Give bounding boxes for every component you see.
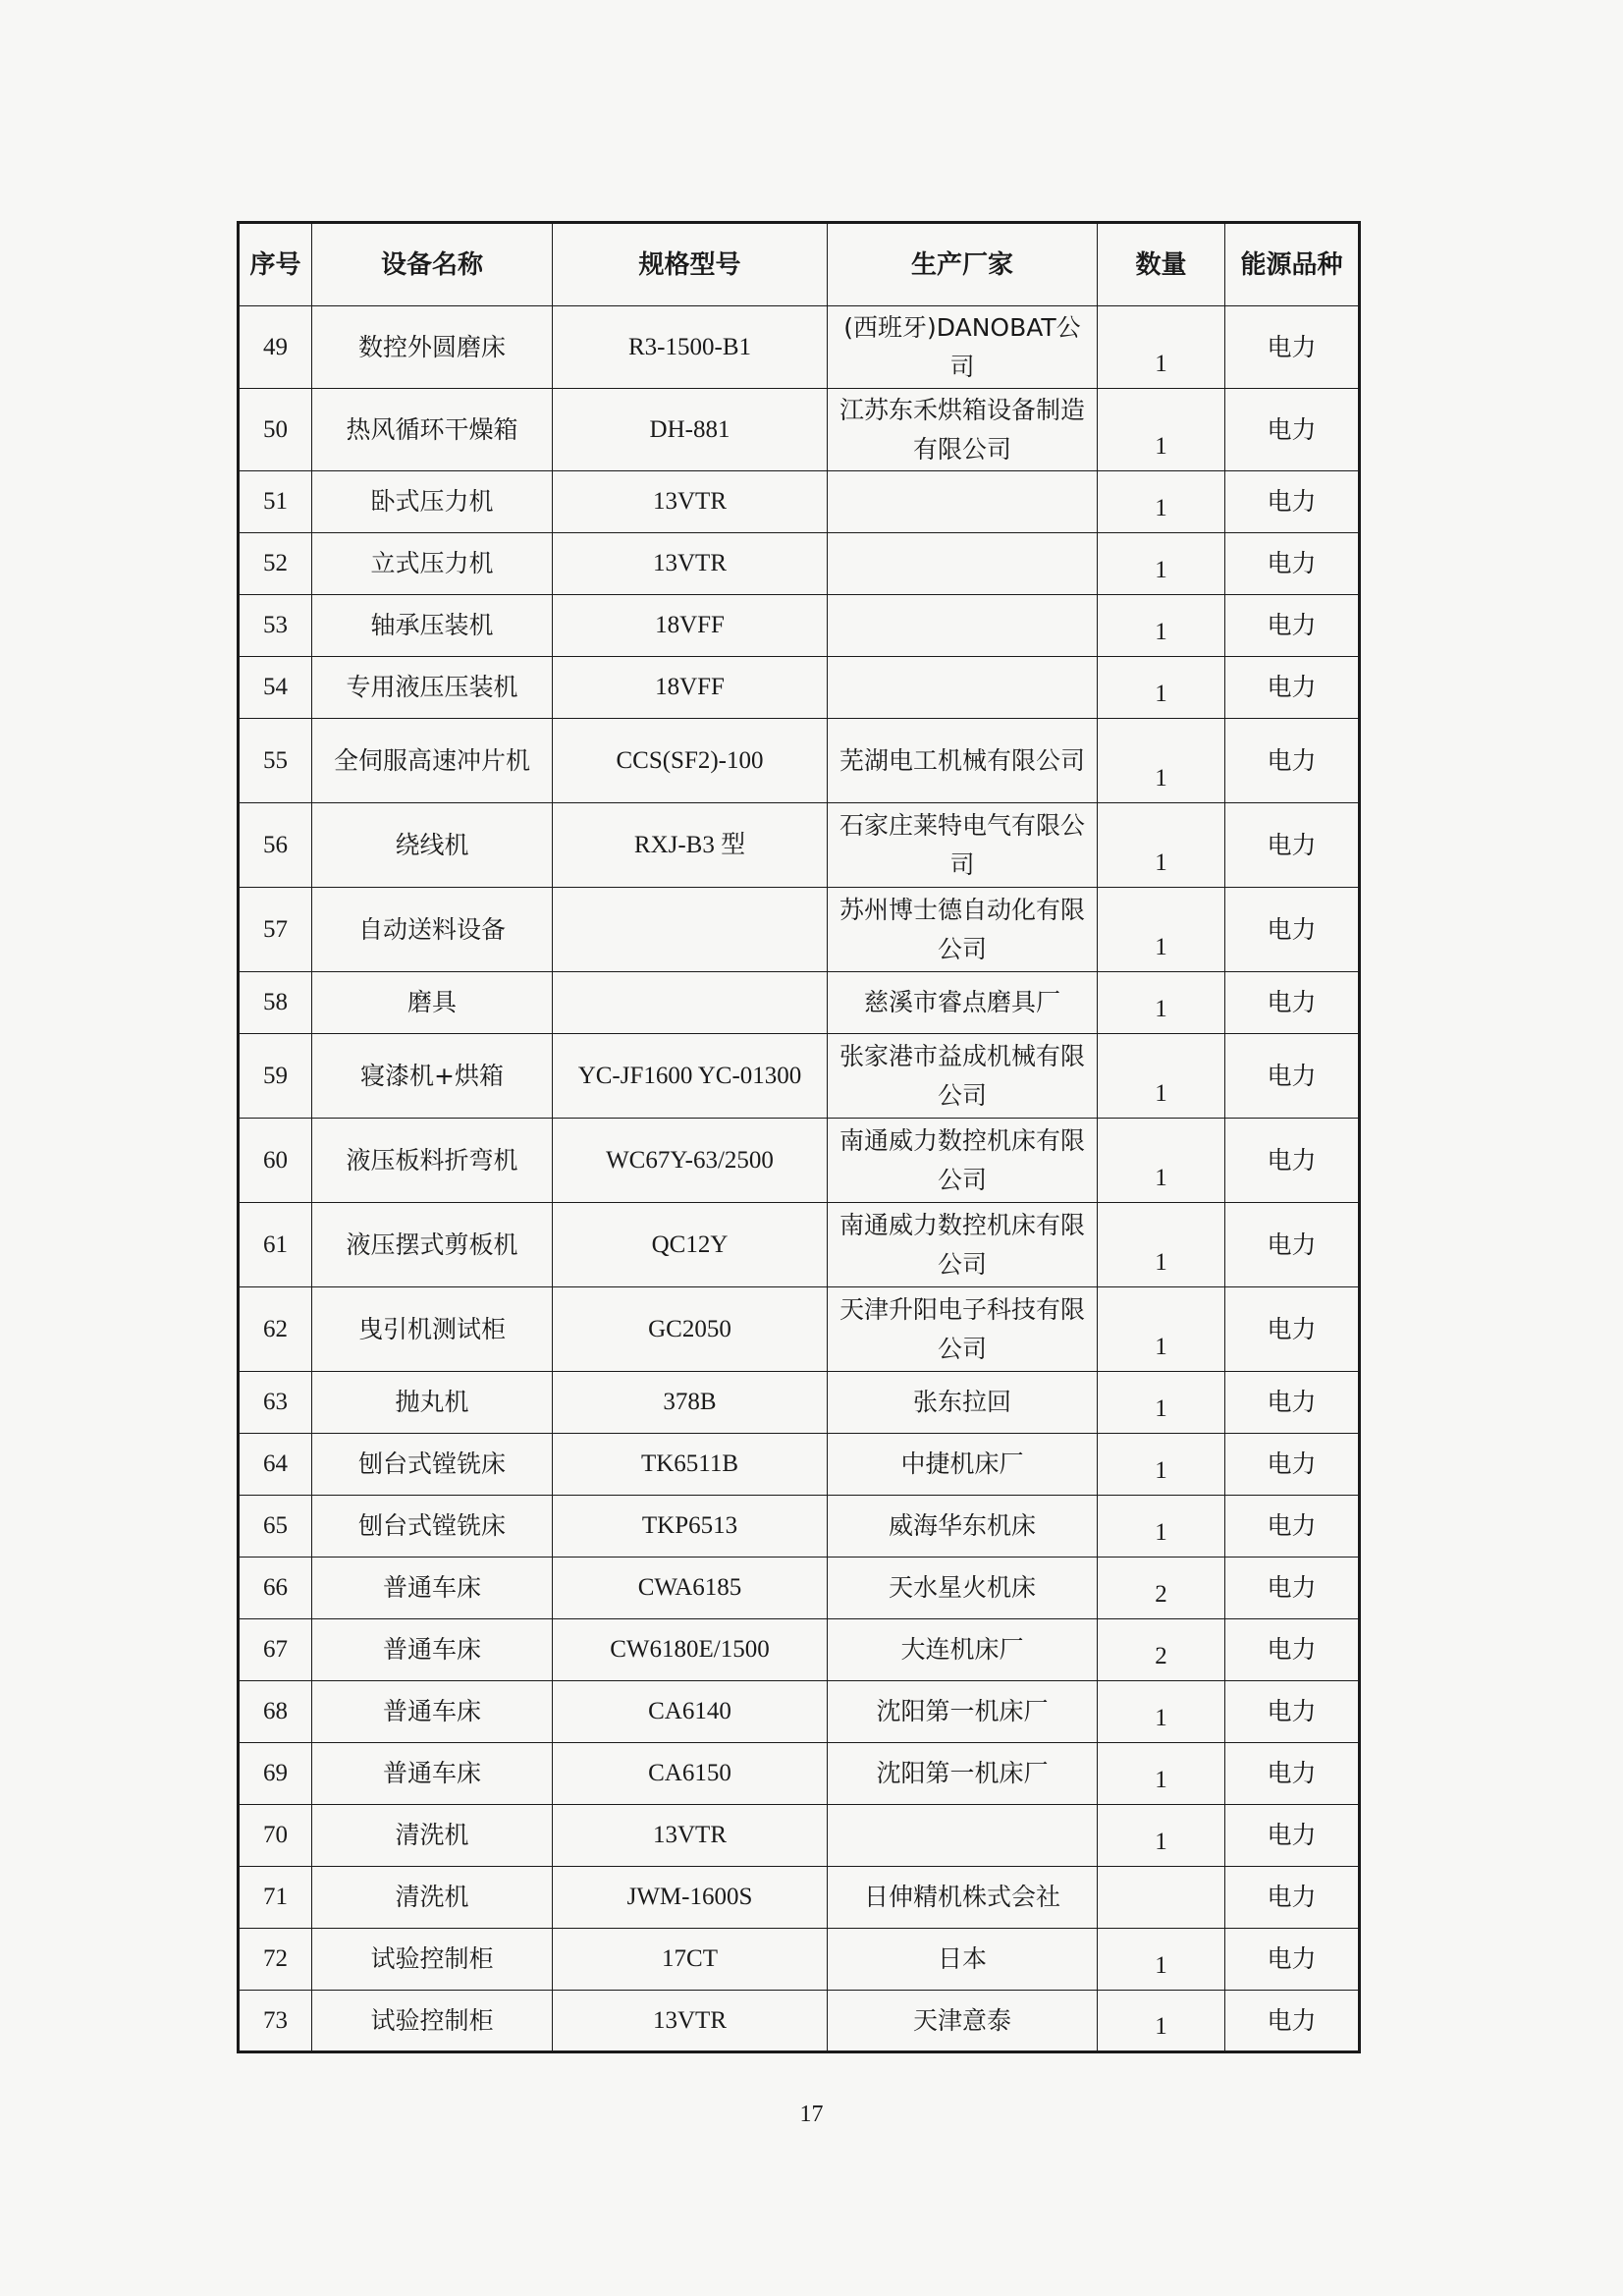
cell-energy: 电力 xyxy=(1225,1034,1360,1119)
cell-seq: 63 xyxy=(239,1372,312,1434)
table-row xyxy=(239,1034,1360,1119)
cell-qty: 1 xyxy=(1098,595,1225,657)
cell-seq: 62 xyxy=(239,1287,312,1372)
cell-maker: 天津升阳电子科技有限公司 xyxy=(828,1287,1098,1372)
cell-model: 13VTR xyxy=(553,1805,828,1867)
cell-name: 抛丸机 xyxy=(312,1372,553,1434)
cell-energy: 电力 xyxy=(1225,595,1360,657)
cell-maker: 南通威力数控机床有限公司 xyxy=(828,1119,1098,1203)
cell-energy: 电力 xyxy=(1225,1287,1360,1372)
cell-model: 378B xyxy=(553,1372,828,1434)
cell-seq: 68 xyxy=(239,1681,312,1743)
table-row xyxy=(239,1991,1360,2052)
cell-seq: 52 xyxy=(239,533,312,595)
cell-qty: 1 xyxy=(1098,1372,1225,1434)
cell-maker: 大连机床厂 xyxy=(828,1619,1098,1681)
cell-model: 13VTR xyxy=(553,1991,828,2052)
header-model: 规格型号 xyxy=(553,223,828,306)
table-row xyxy=(239,1434,1360,1496)
equipment-table xyxy=(237,221,1361,2053)
table-row xyxy=(239,1558,1360,1619)
cell-maker: 天水星火机床 xyxy=(828,1558,1098,1619)
cell-name: 清洗机 xyxy=(312,1867,553,1929)
cell-seq: 58 xyxy=(239,972,312,1034)
cell-name: 热风循环干燥箱 xyxy=(312,389,553,471)
table-row xyxy=(239,719,1360,803)
cell-model: WC67Y-63/2500 xyxy=(553,1119,828,1203)
cell-maker: 南通威力数控机床有限公司 xyxy=(828,1203,1098,1287)
cell-name: 卧式压力机 xyxy=(312,471,553,533)
cell-name: 液压板料折弯机 xyxy=(312,1119,553,1203)
cell-model: CA6150 xyxy=(553,1743,828,1805)
cell-maker: 慈溪市睿点磨具厂 xyxy=(828,972,1098,1034)
cell-seq: 51 xyxy=(239,471,312,533)
cell-qty: 1 xyxy=(1098,657,1225,719)
header-name: 设备名称 xyxy=(312,223,553,306)
cell-maker: 江苏东禾烘箱设备制造有限公司 xyxy=(828,389,1098,471)
cell-maker: 张家港市益成机械有限公司 xyxy=(828,1034,1098,1119)
cell-qty: 1 xyxy=(1098,972,1225,1034)
cell-maker: 张东拉回 xyxy=(828,1372,1098,1434)
cell-model: 18VFF xyxy=(553,595,828,657)
cell-energy: 电力 xyxy=(1225,1867,1360,1929)
cell-energy: 电力 xyxy=(1225,533,1360,595)
cell-energy: 电力 xyxy=(1225,1991,1360,2052)
cell-maker: 石家庄莱特电气有限公司 xyxy=(828,803,1098,888)
table-row xyxy=(239,1929,1360,1991)
cell-energy: 电力 xyxy=(1225,1558,1360,1619)
cell-maker xyxy=(828,595,1098,657)
cell-maker: 中捷机床厂 xyxy=(828,1434,1098,1496)
cell-qty: 1 xyxy=(1098,1434,1225,1496)
cell-maker: 日伸精机株式会社 xyxy=(828,1867,1098,1929)
cell-name: 立式压力机 xyxy=(312,533,553,595)
cell-maker: (西班牙)DANOBAT公司 xyxy=(828,306,1098,389)
cell-energy: 电力 xyxy=(1225,389,1360,471)
cell-qty: 2 xyxy=(1098,1558,1225,1619)
cell-seq: 72 xyxy=(239,1929,312,1991)
cell-seq: 64 xyxy=(239,1434,312,1496)
cell-seq: 65 xyxy=(239,1496,312,1558)
cell-qty: 1 xyxy=(1098,719,1225,803)
table-row xyxy=(239,1867,1360,1929)
cell-seq: 59 xyxy=(239,1034,312,1119)
table-row xyxy=(239,471,1360,533)
cell-name: 普通车床 xyxy=(312,1743,553,1805)
cell-model: TK6511B xyxy=(553,1434,828,1496)
cell-maker: 苏州博士德自动化有限公司 xyxy=(828,888,1098,972)
table-row xyxy=(239,888,1360,972)
cell-seq: 50 xyxy=(239,389,312,471)
table-row xyxy=(239,1743,1360,1805)
page-number: 17 xyxy=(799,2102,824,2127)
cell-qty: 1 xyxy=(1098,1034,1225,1119)
cell-seq: 54 xyxy=(239,657,312,719)
cell-model: QC12Y xyxy=(553,1203,828,1287)
table-row xyxy=(239,1372,1360,1434)
cell-qty: 1 xyxy=(1098,1929,1225,1991)
cell-name: 轴承压装机 xyxy=(312,595,553,657)
cell-energy: 电力 xyxy=(1225,1372,1360,1434)
table-row xyxy=(239,972,1360,1034)
cell-energy: 电力 xyxy=(1225,657,1360,719)
cell-seq: 66 xyxy=(239,1558,312,1619)
cell-name: 普通车床 xyxy=(312,1619,553,1681)
cell-name: 磨具 xyxy=(312,972,553,1034)
cell-energy: 电力 xyxy=(1225,1203,1360,1287)
cell-model: RXJ-B3 型 xyxy=(553,803,828,888)
table-row xyxy=(239,1681,1360,1743)
table-row xyxy=(239,1619,1360,1681)
cell-qty: 1 xyxy=(1098,888,1225,972)
table-row xyxy=(239,657,1360,719)
header-energy: 能源品种 xyxy=(1225,223,1360,306)
table-row xyxy=(239,1805,1360,1867)
cell-qty xyxy=(1098,1867,1225,1929)
cell-energy: 电力 xyxy=(1225,1496,1360,1558)
cell-maker: 沈阳第一机床厂 xyxy=(828,1743,1098,1805)
header-maker: 生产厂家 xyxy=(828,223,1098,306)
cell-qty: 1 xyxy=(1098,1743,1225,1805)
cell-maker: 沈阳第一机床厂 xyxy=(828,1681,1098,1743)
cell-qty: 1 xyxy=(1098,803,1225,888)
cell-qty: 1 xyxy=(1098,1119,1225,1203)
cell-energy: 电力 xyxy=(1225,719,1360,803)
cell-energy: 电力 xyxy=(1225,471,1360,533)
cell-model: YC-JF1600 YC-01300 xyxy=(553,1034,828,1119)
cell-qty: 1 xyxy=(1098,1991,1225,2052)
header-seq: 序号 xyxy=(239,223,312,306)
cell-energy: 电力 xyxy=(1225,1681,1360,1743)
cell-seq: 56 xyxy=(239,803,312,888)
cell-name: 自动送料设备 xyxy=(312,888,553,972)
cell-seq: 71 xyxy=(239,1867,312,1929)
cell-model: CW6180E/1500 xyxy=(553,1619,828,1681)
cell-name: 普通车床 xyxy=(312,1558,553,1619)
cell-qty: 1 xyxy=(1098,1203,1225,1287)
table-row xyxy=(239,1496,1360,1558)
cell-model: GC2050 xyxy=(553,1287,828,1372)
cell-seq: 67 xyxy=(239,1619,312,1681)
cell-model xyxy=(553,888,828,972)
cell-name: 全伺服高速冲片机 xyxy=(312,719,553,803)
cell-seq: 61 xyxy=(239,1203,312,1287)
cell-seq: 60 xyxy=(239,1119,312,1203)
cell-seq: 70 xyxy=(239,1805,312,1867)
table-row xyxy=(239,1119,1360,1203)
cell-name: 寝漆机+烘箱 xyxy=(312,1034,553,1119)
cell-maker: 天津意泰 xyxy=(828,1991,1098,2052)
cell-seq: 73 xyxy=(239,1991,312,2052)
cell-model xyxy=(553,972,828,1034)
cell-model: DH-881 xyxy=(553,389,828,471)
cell-model: CWA6185 xyxy=(553,1558,828,1619)
cell-model: CCS(SF2)-100 xyxy=(553,719,828,803)
cell-qty: 1 xyxy=(1098,1681,1225,1743)
cell-model: R3-1500-B1 xyxy=(553,306,828,389)
cell-maker xyxy=(828,471,1098,533)
table-row xyxy=(239,306,1360,389)
cell-energy: 电力 xyxy=(1225,1434,1360,1496)
cell-model: CA6140 xyxy=(553,1681,828,1743)
cell-maker xyxy=(828,533,1098,595)
table-header-row xyxy=(239,223,1360,306)
table-row xyxy=(239,595,1360,657)
cell-model: JWM-1600S xyxy=(553,1867,828,1929)
cell-qty: 2 xyxy=(1098,1619,1225,1681)
cell-qty: 1 xyxy=(1098,1287,1225,1372)
cell-maker: 威海华东机床 xyxy=(828,1496,1098,1558)
cell-qty: 1 xyxy=(1098,306,1225,389)
cell-seq: 49 xyxy=(239,306,312,389)
cell-name: 曳引机测试柜 xyxy=(312,1287,553,1372)
cell-model: 13VTR xyxy=(553,471,828,533)
cell-seq: 69 xyxy=(239,1743,312,1805)
cell-energy: 电力 xyxy=(1225,1119,1360,1203)
cell-name: 试验控制柜 xyxy=(312,1929,553,1991)
cell-energy: 电力 xyxy=(1225,1743,1360,1805)
header-qty: 数量 xyxy=(1098,223,1225,306)
cell-energy: 电力 xyxy=(1225,888,1360,972)
cell-model: 17CT xyxy=(553,1929,828,1991)
cell-name: 专用液压压装机 xyxy=(312,657,553,719)
table-row xyxy=(239,1203,1360,1287)
cell-qty: 1 xyxy=(1098,471,1225,533)
cell-seq: 53 xyxy=(239,595,312,657)
cell-energy: 电力 xyxy=(1225,306,1360,389)
cell-name: 清洗机 xyxy=(312,1805,553,1867)
cell-qty: 1 xyxy=(1098,1496,1225,1558)
cell-maker: 日本 xyxy=(828,1929,1098,1991)
cell-name: 液压摆式剪板机 xyxy=(312,1203,553,1287)
table-row xyxy=(239,803,1360,888)
cell-name: 试验控制柜 xyxy=(312,1991,553,2052)
cell-qty: 1 xyxy=(1098,533,1225,595)
cell-energy: 电力 xyxy=(1225,972,1360,1034)
table-row xyxy=(239,389,1360,471)
table-body xyxy=(239,306,1360,2052)
cell-maker xyxy=(828,1805,1098,1867)
cell-qty: 1 xyxy=(1098,389,1225,471)
table-row xyxy=(239,533,1360,595)
cell-energy: 电力 xyxy=(1225,1805,1360,1867)
cell-qty: 1 xyxy=(1098,1805,1225,1867)
cell-model: 18VFF xyxy=(553,657,828,719)
cell-name: 数控外圆磨床 xyxy=(312,306,553,389)
table-row xyxy=(239,1287,1360,1372)
cell-energy: 电力 xyxy=(1225,803,1360,888)
cell-model: TKP6513 xyxy=(553,1496,828,1558)
cell-maker: 芜湖电工机械有限公司 xyxy=(828,719,1098,803)
cell-model: 13VTR xyxy=(553,533,828,595)
cell-energy: 电力 xyxy=(1225,1619,1360,1681)
cell-seq: 57 xyxy=(239,888,312,972)
cell-name: 刨台式镗铣床 xyxy=(312,1496,553,1558)
cell-maker xyxy=(828,657,1098,719)
cell-energy: 电力 xyxy=(1225,1929,1360,1991)
cell-name: 普通车床 xyxy=(312,1681,553,1743)
cell-name: 刨台式镗铣床 xyxy=(312,1434,553,1496)
cell-name: 绕线机 xyxy=(312,803,553,888)
cell-seq: 55 xyxy=(239,719,312,803)
